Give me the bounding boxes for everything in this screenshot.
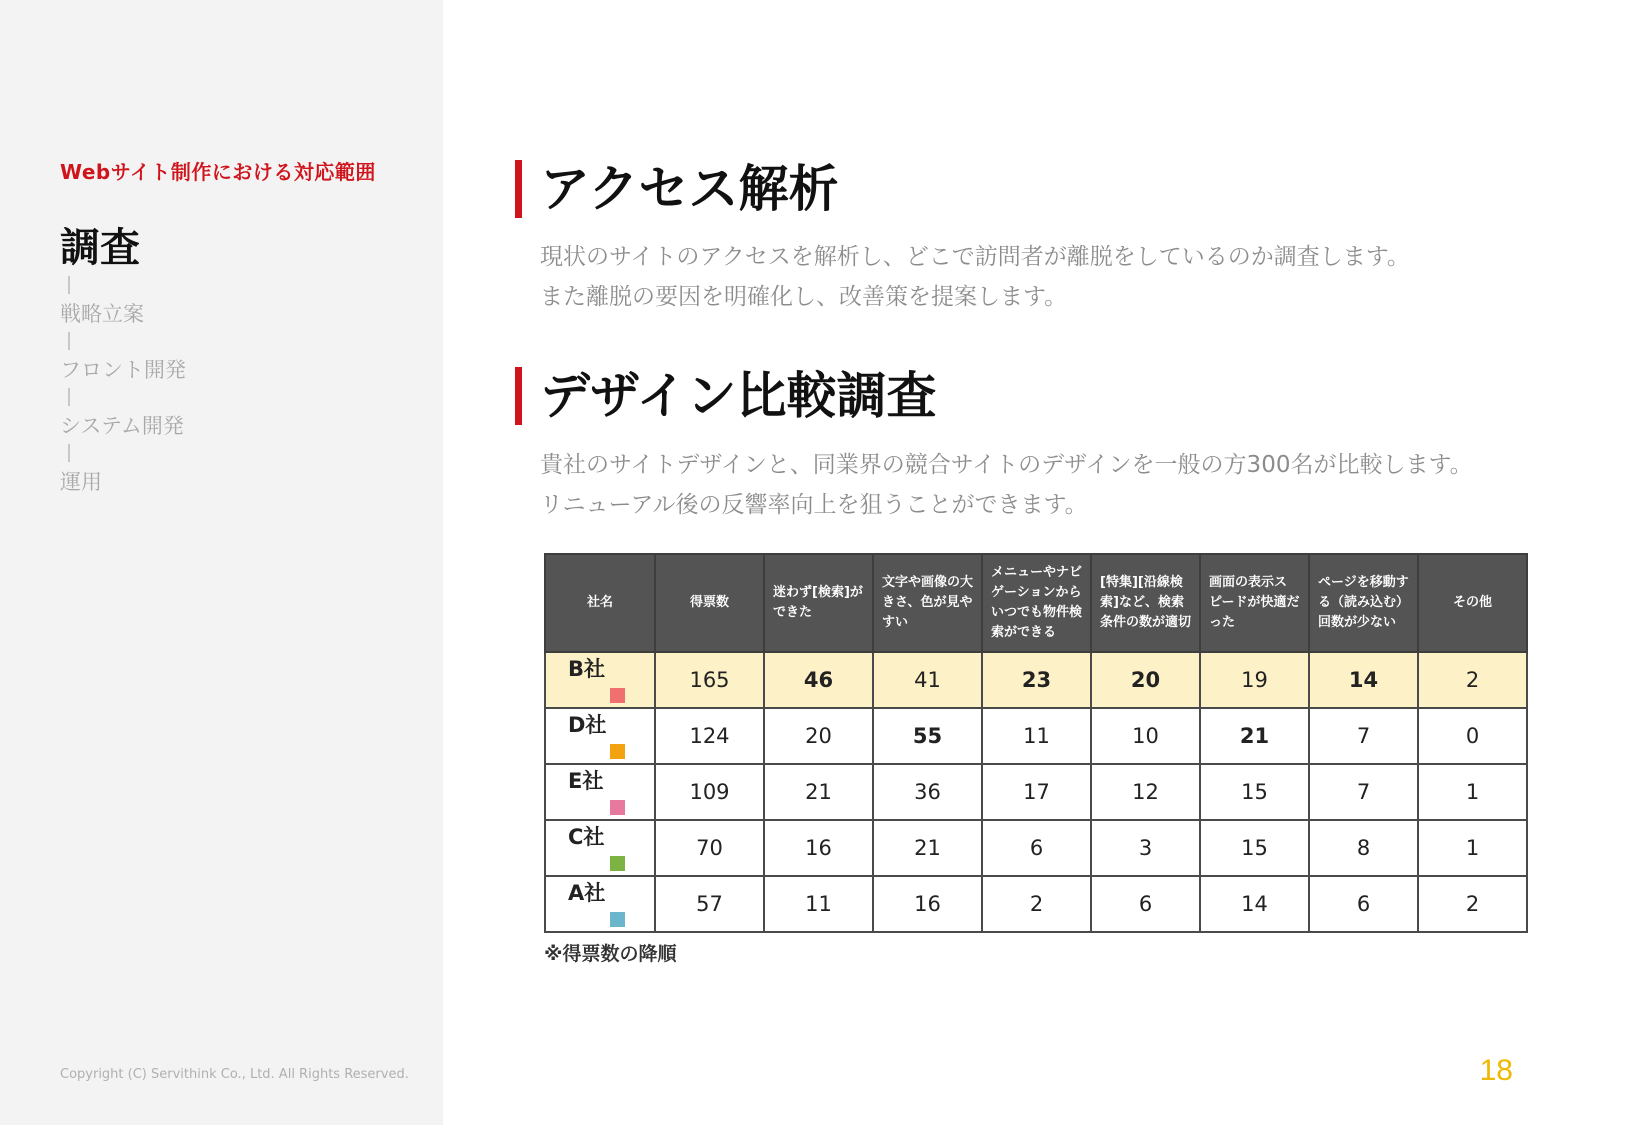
comparison-table-figure	[544, 553, 1526, 966]
company-cell	[545, 764, 655, 820]
value-cell: 1	[1418, 820, 1527, 876]
design-comparison-heading: デザイン比較調査	[515, 367, 937, 425]
value-cell: 12	[1091, 764, 1200, 820]
value-cell: 6	[1309, 876, 1418, 932]
company-name: D社	[568, 713, 607, 737]
value-cell: 2	[982, 876, 1091, 932]
value-cell: 57	[655, 876, 764, 932]
section-label: Webサイト制作における対応範囲	[60, 160, 376, 184]
step-item-operation[interactable]: 運用	[60, 470, 102, 494]
column-header: 社名	[545, 554, 655, 652]
step-divider	[68, 332, 70, 350]
company-cell	[545, 876, 655, 932]
table-row	[545, 708, 1527, 764]
table-row	[545, 820, 1527, 876]
current-step-title: 調査	[60, 225, 140, 271]
value-cell: 10	[1091, 708, 1200, 764]
step-item-system[interactable]: システム開発	[60, 414, 184, 438]
page-number: 18	[1479, 1054, 1513, 1087]
value-cell: 1	[1418, 764, 1527, 820]
access-analysis-description	[540, 237, 1410, 317]
value-cell: 21	[1200, 708, 1309, 764]
column-header: ページを移動する（読み込む）回数が少ない	[1309, 554, 1418, 652]
value-cell: 11	[764, 876, 873, 932]
value-cell: 3	[1091, 820, 1200, 876]
description-line: また離脱の要因を明確化し、改善策を提案します。	[540, 284, 1068, 310]
value-cell: 0	[1418, 708, 1527, 764]
value-cell: 16	[873, 876, 982, 932]
company-name: B社	[568, 657, 606, 681]
access-analysis-heading: アクセス解析	[515, 160, 839, 218]
column-header: メニューやナビゲーションからいつでも物件検索ができる	[982, 554, 1091, 652]
color-swatch	[610, 688, 625, 703]
value-cell: 6	[1091, 876, 1200, 932]
value-cell: 124	[655, 708, 764, 764]
value-cell: 15	[1200, 764, 1309, 820]
color-swatch	[610, 856, 625, 871]
value-cell: 14	[1200, 876, 1309, 932]
company-cell	[545, 820, 655, 876]
company-name: E社	[568, 769, 604, 793]
value-cell: 55	[873, 708, 982, 764]
company-cell	[545, 652, 655, 708]
color-swatch	[610, 744, 625, 759]
value-cell: 2	[1418, 652, 1527, 708]
value-cell: 21	[764, 764, 873, 820]
step-divider	[68, 276, 70, 294]
company-cell	[545, 708, 655, 764]
value-cell: 36	[873, 764, 982, 820]
column-header: 画面の表示スピードが快適だった	[1200, 554, 1309, 652]
design-comparison-description	[540, 445, 1473, 525]
table-row	[545, 876, 1527, 932]
table-header-row	[545, 554, 1527, 652]
copyright-text: Copyright (C) Servithink Co., Ltd. All Rights Reserved.	[60, 1067, 409, 1082]
value-cell: 7	[1309, 764, 1418, 820]
value-cell: 23	[982, 652, 1091, 708]
value-cell: 8	[1309, 820, 1418, 876]
main-content	[443, 0, 1625, 1125]
column-header: 得票数	[655, 554, 764, 652]
value-cell: 17	[982, 764, 1091, 820]
step-divider	[68, 444, 70, 462]
value-cell: 14	[1309, 652, 1418, 708]
table-row	[545, 764, 1527, 820]
value-cell: 16	[764, 820, 873, 876]
table-row	[545, 652, 1527, 708]
column-header: 文字や画像の大きさ、色が見やすい	[873, 554, 982, 652]
description-line: 現状のサイトのアクセスを解析し、どこで訪問者が離脱をしているのか調査します。	[540, 244, 1410, 270]
column-header: その他	[1418, 554, 1527, 652]
value-cell: 41	[873, 652, 982, 708]
column-header: [特集][沿線検索]など、検索条件の数が適切	[1091, 554, 1200, 652]
value-cell: 109	[655, 764, 764, 820]
value-cell: 165	[655, 652, 764, 708]
color-swatch	[610, 912, 625, 927]
value-cell: 11	[982, 708, 1091, 764]
comparison-table	[544, 553, 1528, 933]
step-divider	[68, 388, 70, 406]
company-name: A社	[568, 881, 606, 905]
description-line: 貴社のサイトデザインと、同業界の競合サイトのデザインを一般の方300名が比較します。	[540, 452, 1473, 478]
color-swatch	[610, 800, 625, 815]
value-cell: 20	[764, 708, 873, 764]
value-cell: 2	[1418, 876, 1527, 932]
value-cell: 6	[982, 820, 1091, 876]
sidebar	[0, 0, 443, 1125]
description-line: リニューアル後の反響率向上を狙うことができます。	[540, 492, 1088, 518]
value-cell: 46	[764, 652, 873, 708]
value-cell: 20	[1091, 652, 1200, 708]
step-item-strategy[interactable]: 戦略立案	[60, 302, 144, 326]
value-cell: 21	[873, 820, 982, 876]
step-item-frontend[interactable]: フロント開発	[60, 358, 186, 382]
company-name: C社	[568, 825, 605, 849]
value-cell: 15	[1200, 820, 1309, 876]
value-cell: 19	[1200, 652, 1309, 708]
value-cell: 7	[1309, 708, 1418, 764]
value-cell: 70	[655, 820, 764, 876]
step-list	[60, 272, 186, 496]
table-note: ※得票数の降順	[544, 943, 677, 965]
column-header: 迷わず[検索]ができた	[764, 554, 873, 652]
